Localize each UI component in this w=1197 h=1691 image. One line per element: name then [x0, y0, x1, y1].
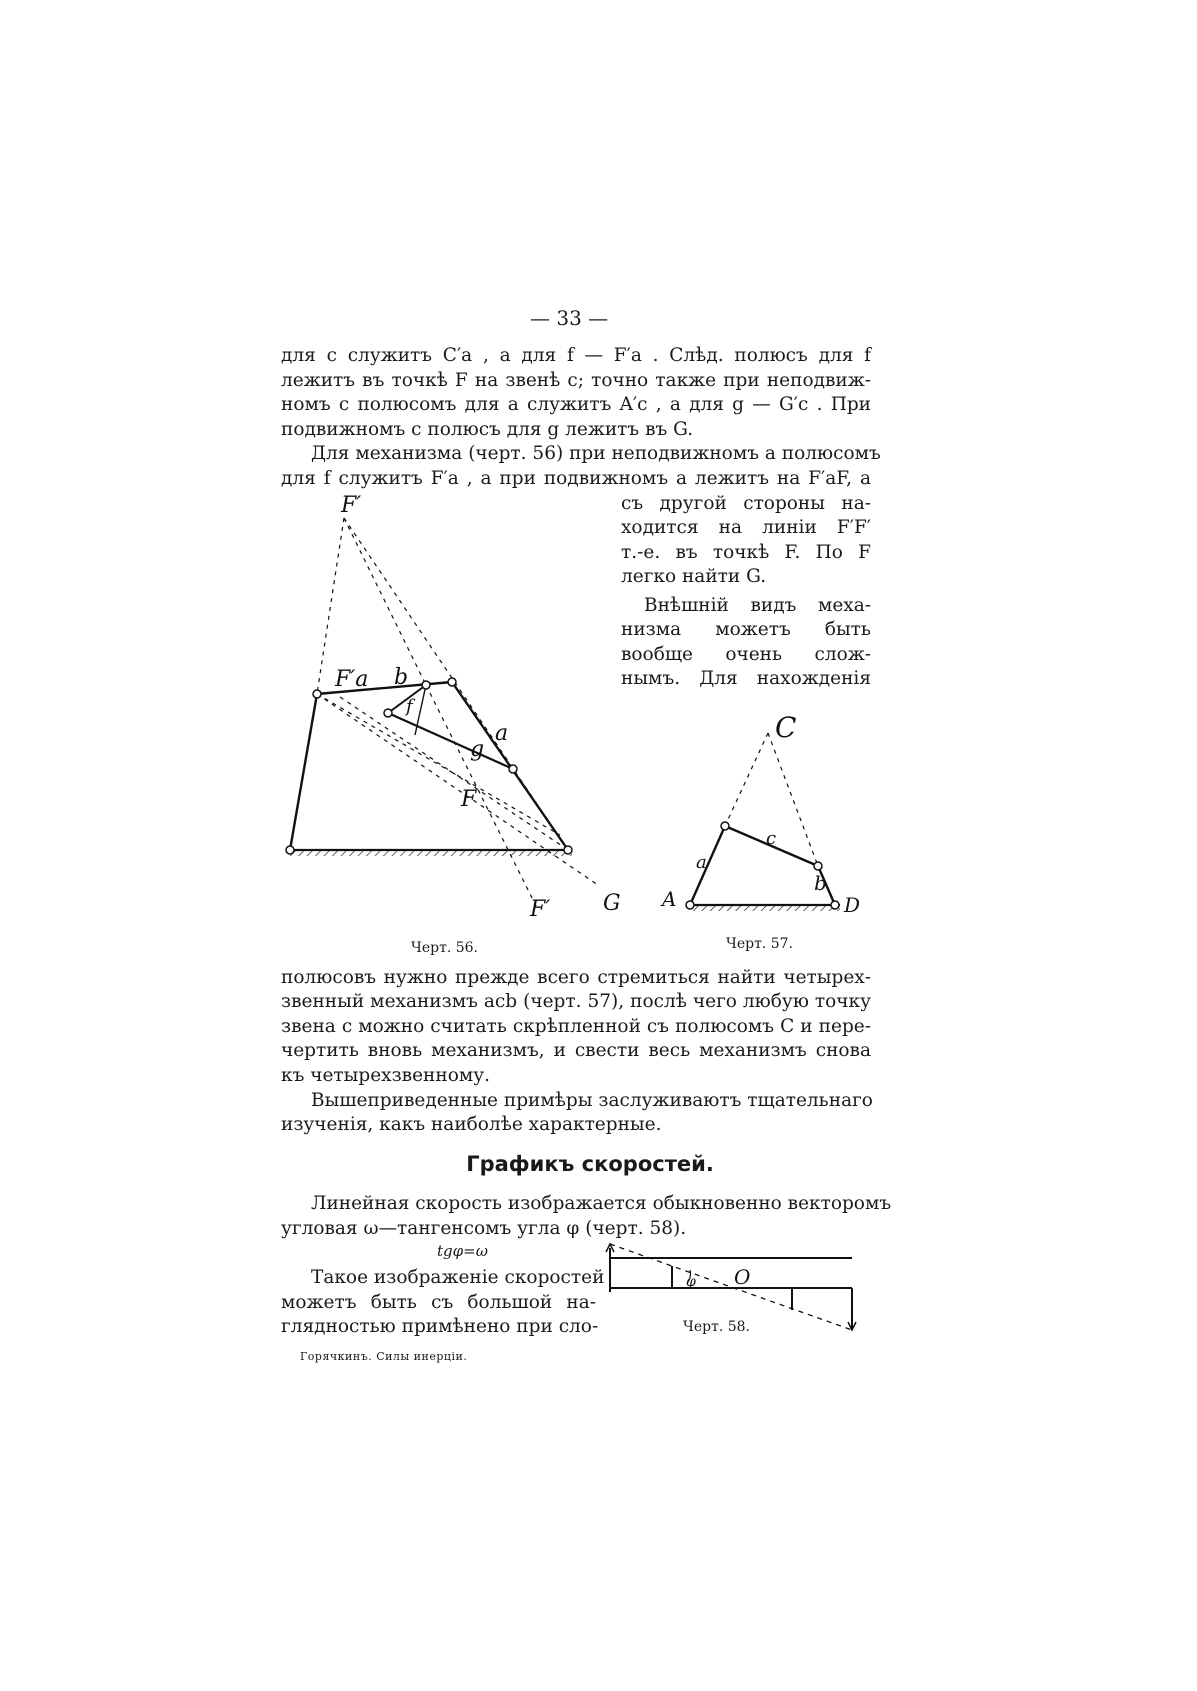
figure-57-labels: [660, 711, 860, 917]
label-b: b: [814, 871, 827, 895]
figure-58-labels: [686, 1265, 750, 1290]
label-b: b: [394, 665, 409, 690]
text-line: для c служитъ C′a , а для f — F′a . Слѣд. полюсъ для f: [281, 345, 871, 366]
figure-56: [286, 518, 598, 910]
text-line: звенный механизмъ acb (черт. 57), послѣ чего любую точку: [281, 991, 871, 1012]
text-line: для f служитъ F′a , а при подвижномъ a лежитъ на F′aF, а: [281, 468, 871, 489]
text-line: глядностью примѣнено при сло-: [281, 1316, 599, 1337]
figure-58: [606, 1244, 856, 1330]
label-O: O: [734, 1265, 751, 1289]
left-link: [290, 694, 317, 850]
label-g: g: [470, 737, 485, 762]
side-text-line: вообще очень слож-: [621, 644, 871, 665]
text-line: Такое изображеніе скоростей: [311, 1267, 605, 1288]
side-text-line: Внѣшній видъ меха-: [644, 595, 871, 616]
side-text-line: т.-е. въ точкѣ F. По F: [621, 542, 871, 563]
text-line: изученія, какъ наиболѣе характерные.: [281, 1114, 662, 1135]
label-c: c: [766, 828, 777, 849]
text-line: Для механизма (черт. 56) при неподвижномъ a полюсомъ: [311, 443, 881, 464]
page-number: — 33 —: [530, 306, 609, 330]
label-F-top: F′: [341, 493, 362, 518]
label-Fa: F′a: [335, 667, 369, 692]
side-text-line: ходится на линіи F′F′: [621, 517, 871, 538]
text-line: Вышеприведенные примѣры заслуживаютъ тщательнаго: [311, 1090, 873, 1111]
text-line: лежитъ въ точкѣ F на звенѣ c; точно также при неподвиж-: [281, 370, 871, 391]
text-line: Линейная скорость изображается обыкновенно векторомъ: [311, 1193, 892, 1214]
label-A: A: [662, 887, 677, 911]
label-F-bottom: F′: [530, 897, 551, 922]
section-heading: Графикъ скоростей.: [466, 1152, 714, 1176]
label-phi: φ: [686, 1274, 696, 1290]
text-line: звена c можно считать скрѣпленной съ полюсомъ C и пере-: [281, 1016, 871, 1037]
label-G: G: [603, 891, 621, 916]
label-F-mid: F: [461, 787, 477, 812]
label-a: a: [696, 852, 707, 873]
formula: tgφ=ω: [437, 1242, 488, 1260]
side-text-line: нымъ. Для нахожденія: [621, 668, 871, 689]
figure-56-labels: [334, 493, 621, 922]
label-f: f: [406, 696, 413, 717]
caption-fig56: Черт. 56.: [411, 940, 478, 956]
text-line: можетъ быть съ большой на-: [281, 1292, 596, 1313]
label-D: D: [844, 893, 861, 917]
side-text-line: легко найти G.: [621, 566, 767, 587]
text-line: подвижномъ c полюсъ для g лежитъ въ G.: [281, 419, 694, 440]
text-line: номъ c полюсомъ для a служитъ A′c , а для g — G′c . При: [281, 394, 871, 415]
caption-fig57: Черт. 57.: [726, 936, 793, 952]
text-line: угловая ω—тангенсомъ угла φ (черт. 58).: [281, 1218, 687, 1239]
text-line: полюсовъ нужно прежде всего стремиться найти четырех-: [281, 967, 871, 988]
footer-running-title: Горячкинъ. Силы инерціи.: [300, 1350, 468, 1363]
text-line: чертить вновь механизмъ, и свести весь механизмъ снова: [281, 1040, 871, 1061]
side-text-line: низма можетъ быть: [621, 619, 871, 640]
side-text-line: съ другой стороны на-: [621, 493, 871, 514]
text-line: къ четырехзвенному.: [281, 1065, 490, 1086]
label-a: a: [495, 721, 509, 746]
label-C: C: [775, 711, 797, 744]
caption-fig58: Черт. 58.: [683, 1319, 750, 1335]
